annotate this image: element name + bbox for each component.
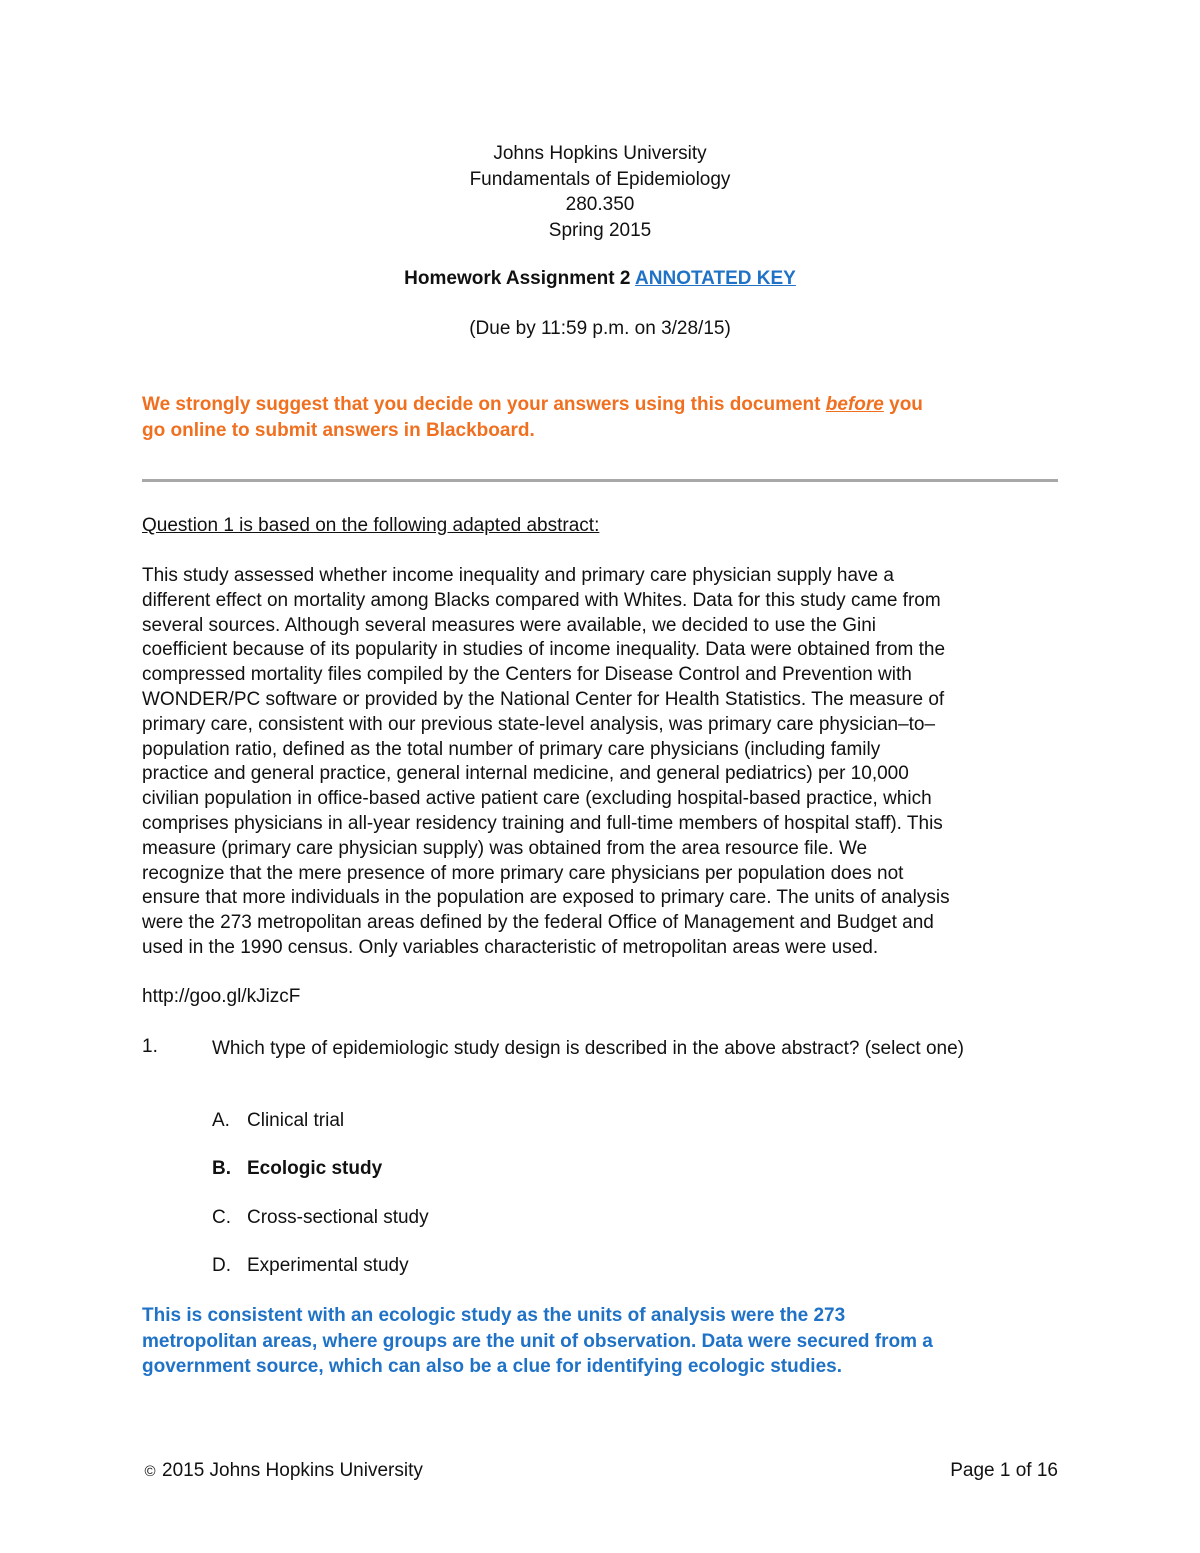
option-letter: B. <box>212 1158 231 1179</box>
abstract-line: primary care, consistent with our previous state-level analysis, was primary care physician–to– <box>142 713 936 735</box>
abstract-line: were the 273 metropolitan areas defined by the federal Office of Management and Budget and <box>142 912 934 934</box>
abstract-line: practice and general practice, general internal medicine, and general pediatrics) per 10,000 <box>142 763 909 785</box>
question-number: 1. <box>142 1036 158 1057</box>
abstract-line: used in the 1990 census. Only variables characteristic of metropolitan areas were used. <box>142 936 879 958</box>
warning-emphasis: before <box>825 394 884 415</box>
abstract-line: recognize that the mere presence of more primary care physicians per population does not <box>142 862 904 884</box>
explanation-line: This is consistent with an ecologic study as the units of analysis were the 273 <box>142 1305 846 1326</box>
source-link[interactable]: http://goo.gl/kJizcF <box>142 986 301 1007</box>
assignment-title-text: Homework Assignment 2 <box>404 268 631 289</box>
abstract-line: WONDER/PC software or provided by the National Center for Health Statistics. The measure of <box>142 688 945 710</box>
option-c <box>212 1207 429 1229</box>
abstract-line: This study assessed whether income inequality and primary care physician supply have a <box>142 565 894 586</box>
assignment-title <box>0 268 1200 290</box>
copyright-icon: © <box>144 1463 156 1480</box>
warning-text-start: We strongly suggest that you decide on your answers using this document <box>142 394 821 415</box>
warning-text-end: you <box>889 394 923 415</box>
option-letter: C. <box>212 1207 231 1228</box>
warning-note <box>142 392 1062 443</box>
term: Spring 2015 <box>548 219 652 241</box>
option-a <box>212 1110 344 1132</box>
page-number: Page 1 of 16 <box>950 1460 1058 1481</box>
option-letter: A. <box>212 1110 230 1131</box>
option-b-correct <box>212 1158 382 1180</box>
abstract-line: civilian population in office-based active patient care (excluding hospital-based practice, which <box>142 788 932 810</box>
due-date: (Due by 11:59 p.m. on 3/28/15) <box>469 318 731 339</box>
abstract-line: coefficient because of its popularity in studies of income inequality. Data were obtained from the <box>142 639 946 661</box>
option-text: Clinical trial <box>247 1110 345 1131</box>
footer-copyright <box>142 1460 423 1482</box>
option-text: Ecologic study <box>247 1158 383 1179</box>
university-name: Johns Hopkins University <box>493 143 707 164</box>
abstract-line: measure (primary care physician supply) was obtained from the area resource file. We <box>142 837 868 859</box>
course-name: Fundamentals of Epidemiology <box>469 168 731 190</box>
abstract-text <box>142 564 1062 961</box>
warning-text-line2: go online to submit answers in Blackboard. <box>142 419 535 441</box>
answer-explanation <box>142 1303 1072 1380</box>
abstract-line: compressed mortality files compiled by the Centers for Disease Control and Prevention with <box>142 664 912 686</box>
document-header <box>0 141 1200 243</box>
copyright-text: 2015 Johns Hopkins University <box>162 1460 423 1481</box>
horizontal-divider <box>142 479 1058 482</box>
abstract-line: population ratio, defined as the total number of primary care physicians (including family <box>142 738 881 760</box>
abstract-line: several sources. Although several measures were available, we decided to use the Gini <box>142 614 877 636</box>
option-letter: D. <box>212 1255 231 1276</box>
annotated-key-link[interactable]: ANNOTATED KEY <box>635 268 796 289</box>
explanation-line: government source, which can also be a clue for identifying ecologic studies. <box>142 1356 842 1377</box>
abstract-line: comprises physicians in all-year residency training and full-time members of hospital staff). This <box>142 812 943 834</box>
option-text: Cross-sectional study <box>247 1207 429 1228</box>
question-text: Which type of epidemiologic study design is described in the above abstract? (select one) <box>212 1038 964 1059</box>
abstract-line: ensure that more individuals in the population are exposed to primary care. The units of analysis <box>142 887 950 909</box>
course-number: 280.350 <box>565 194 635 215</box>
option-text: Experimental study <box>247 1255 409 1276</box>
abstract-line: different effect on mortality among Blacks compared with Whites. Data for this study came from <box>142 589 941 611</box>
option-d <box>212 1255 409 1277</box>
question-intro: Question 1 is based on the following adapted abstract: <box>142 515 600 536</box>
explanation-line: metropolitan areas, where groups are the unit of observation. Data were secured from a <box>142 1330 933 1352</box>
